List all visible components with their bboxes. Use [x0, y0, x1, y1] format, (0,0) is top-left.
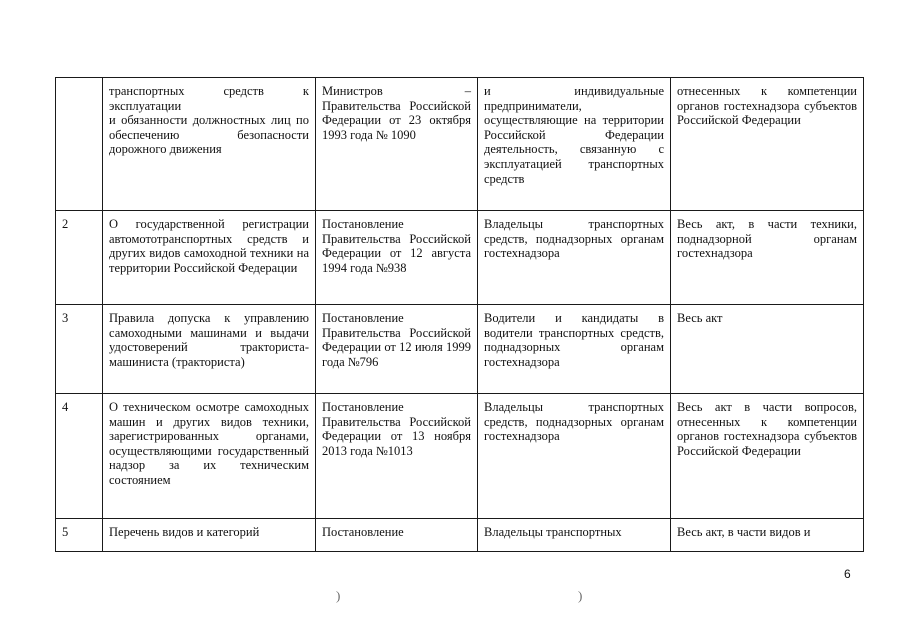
row-number: 2 [56, 211, 103, 305]
row-number: 4 [56, 394, 103, 519]
page-number: 6 [844, 567, 851, 581]
act-name-text: Правила допуска к управлению самоходными машинами и выдачи удостоверений тракториста-машиниста (тракториста) [109, 311, 309, 369]
bottom-mark: ) [336, 588, 341, 603]
act-details-cell: Министров – Правительства Российской Федерации от 23 октября 1993 года № 1090 [316, 78, 478, 211]
act-name-text: О государственной регистрации автомототранспортных средств и других видов самоходной техники на территории Российской Федерации [109, 217, 309, 275]
row-number [56, 78, 103, 211]
act-name-cell [103, 519, 316, 552]
subjects-cell: Владельцы транспортных средств, поднадзорных органам гостехнадзора [478, 211, 671, 305]
act-details-cell [316, 519, 478, 552]
legal-acts-table [55, 77, 864, 552]
act-name-text: и обязанности должностных лиц по обеспечению безопасности дорожного движения [109, 113, 309, 157]
act-name-cell [103, 305, 316, 394]
row-number [56, 519, 103, 552]
act-name-cell [103, 78, 316, 211]
scope-cell: отнесенных к компетенции органов гостехнадзора субъектов Российской Федерации [671, 78, 864, 211]
act-name-text: транспортных средств к эксплуатации [109, 84, 309, 113]
row-number: 3 [56, 305, 103, 394]
table-row [56, 305, 864, 394]
act-name-text: О техническом осмотре самоходных машин и других видов техники, зарегистрированных органами, осуществляющими государственный надзор за их техническим состоянием [109, 400, 309, 487]
table-row [56, 211, 864, 305]
subjects-cell: и индивидуальные предприниматели, осуществляющие на территории Российской Федерации деятельность, связанную с эксплуатацией транспортных средств [478, 78, 671, 211]
bottom-mark: ) [578, 588, 583, 603]
row-number-text: 5 [62, 525, 69, 539]
subjects-cell [478, 519, 671, 552]
subjects-cell: Водители и кандидаты в водители транспортных средств, поднадзорных органам гостехнадзора [478, 305, 671, 394]
subjects-text: Владельцы транспортных [484, 525, 622, 539]
act-details-cell: Постановление Правительства Российской Федерации от 13 ноября 2013 года №1013 [316, 394, 478, 519]
subjects-cell: Владельцы транспортных средств, поднадзорных органам гостехнадзора [478, 394, 671, 519]
act-name-cell [103, 394, 316, 519]
scope-cell [671, 519, 864, 552]
scope-text: Весь акт, в части видов и [677, 525, 811, 539]
scope-cell: Весь акт, в части техники, поднадзорной органам гостехнадзора [671, 211, 864, 305]
act-name-text: Перечень видов и категорий [109, 525, 260, 539]
scope-cell: Весь акт в части вопросов, отнесенных к компетенции органов гостехнадзора субъектов Российской Федерации [671, 394, 864, 519]
table-row [56, 519, 864, 552]
scope-cell: Весь акт [671, 305, 864, 394]
act-details-cell: Постановление Правительства Российской Федерации от 12 июля 1999 года №796 [316, 305, 478, 394]
table-row [56, 394, 864, 519]
act-details-cell: Постановление Правительства Российской Федерации от 12 августа 1994 года №938 [316, 211, 478, 305]
act-details-text: Постановление [322, 525, 404, 539]
act-name-cell [103, 211, 316, 305]
table-row [56, 78, 864, 211]
